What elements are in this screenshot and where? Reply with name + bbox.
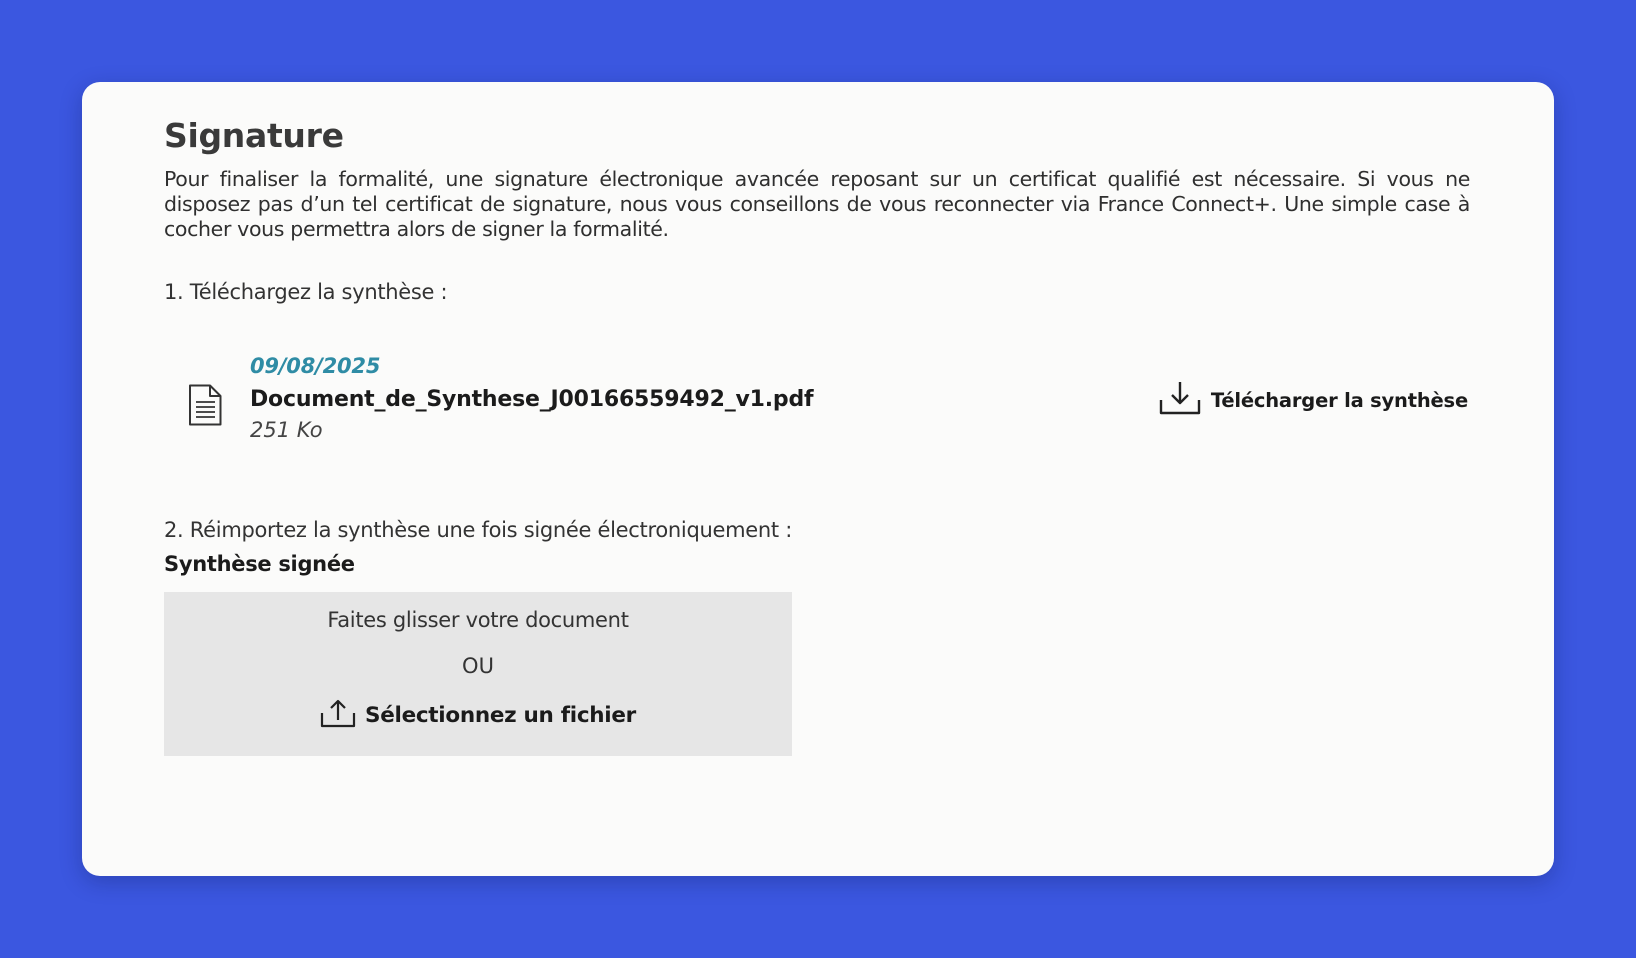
select-file-button[interactable] [320, 698, 636, 732]
download-synthesis-button[interactable] [1159, 380, 1468, 420]
file-size: 251 Ko [250, 418, 323, 442]
dropzone-drag-text: Faites glisser votre document [327, 608, 629, 632]
step-2-label: 2. Réimportez la synthèse une fois signée électroniquement : [164, 518, 792, 542]
file-name: Document_de_Synthese_J00166559492_v1.pdf [250, 387, 814, 412]
upload-icon [320, 698, 365, 732]
intro-paragraph: Pour finaliser la formalité, une signature électronique avancée reposant sur un certificat qualifié est nécessaire. Si vous ne disposez pas d’un tel certificat de signature, nous vous conseillons de vous reconnecter via France Connect+. Une simple case à cocher vous permettra alors de signer la formalité. [164, 167, 1470, 241]
download-synthesis-label: Télécharger la synthèse [1210, 388, 1468, 412]
select-file-label: Sélectionnez un fichier [365, 702, 636, 728]
file-date: 09/08/2025 [250, 354, 381, 378]
signature-card [82, 82, 1554, 876]
signed-synthesis-label: Synthèse signée [164, 552, 355, 576]
download-icon [1159, 380, 1211, 420]
dropzone-or-text: OU [462, 654, 494, 678]
file-row [164, 354, 1468, 458]
step-1-label: 1. Téléchargez la synthèse : [164, 280, 448, 304]
file-meta [250, 354, 813, 442]
page-title: Signature [164, 116, 344, 155]
document-icon [188, 384, 222, 426]
file-dropzone[interactable] [164, 592, 792, 756]
